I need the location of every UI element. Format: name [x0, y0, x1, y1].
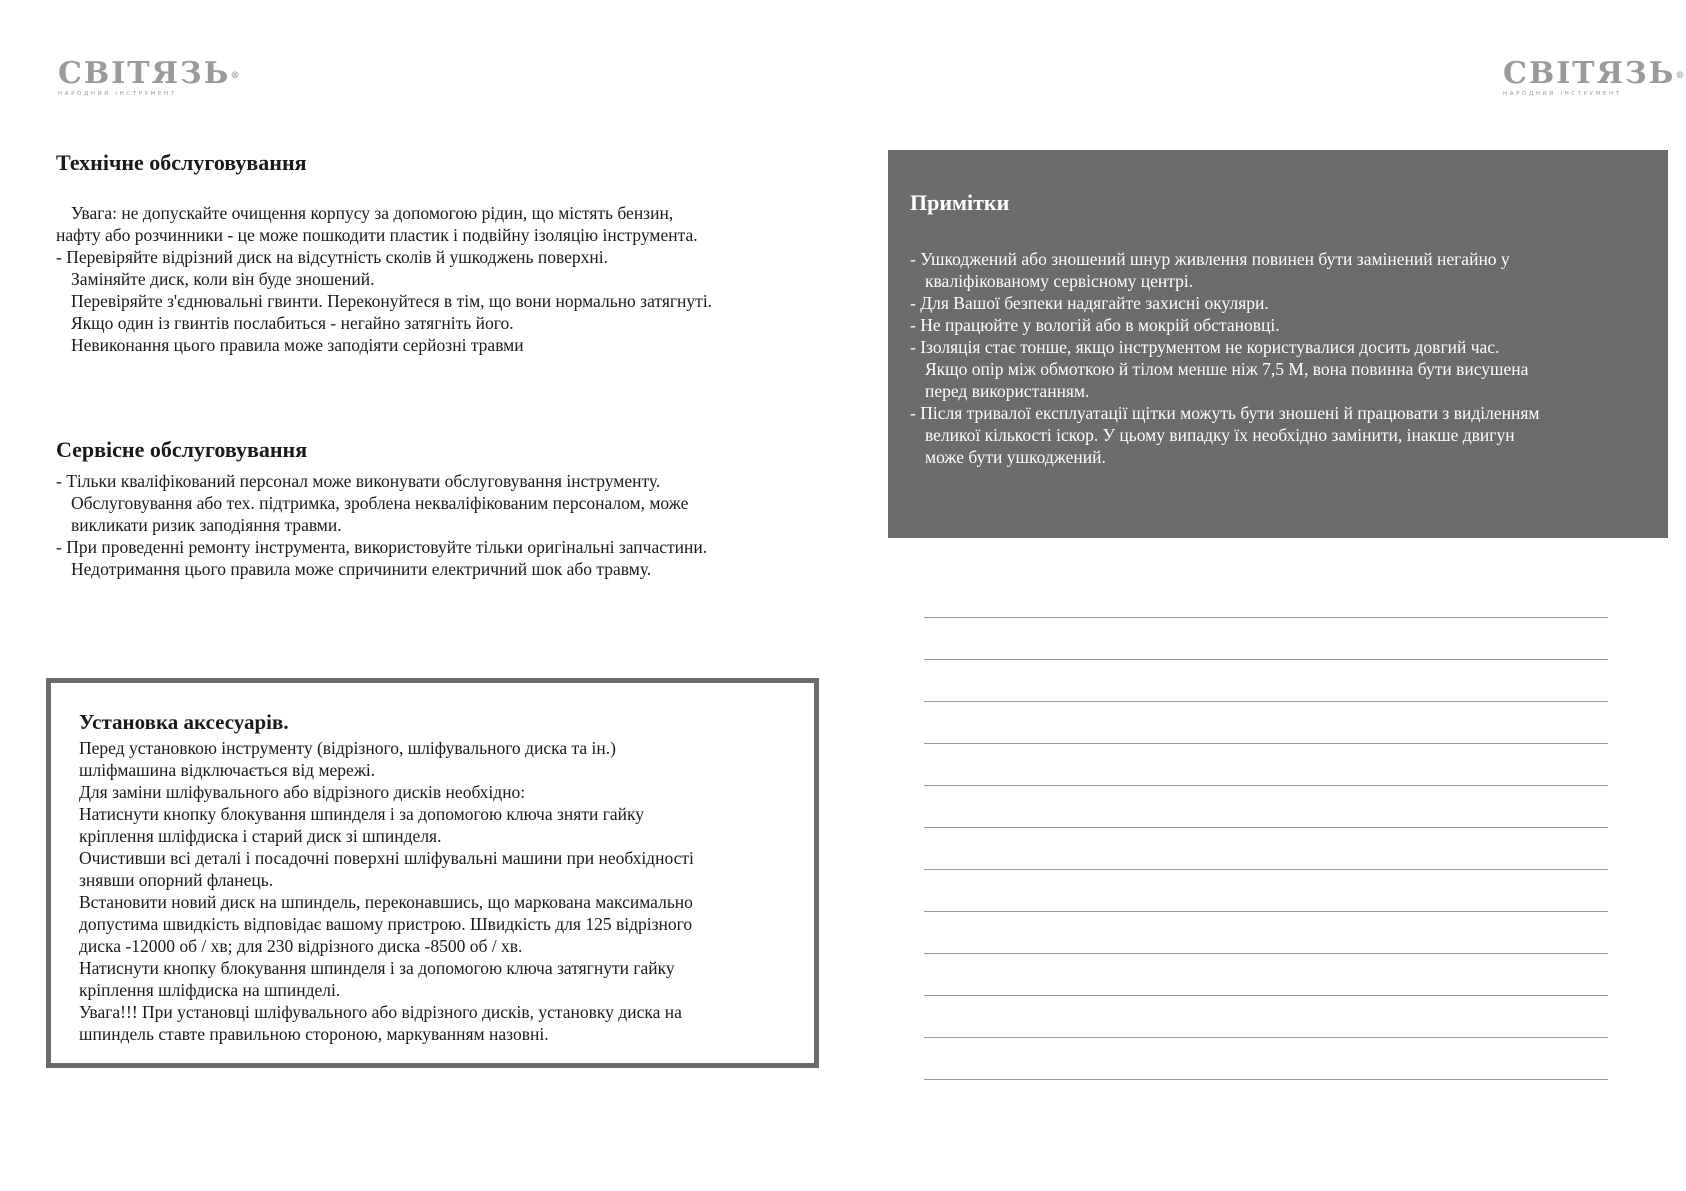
text-line: кріплення шліфдиска і старий диск зі шпинделя.	[79, 826, 442, 846]
logo-text: СВІТЯЗЬ®	[1503, 56, 1686, 91]
text-line: Перевіряйте з'єднювальні гвинти. Переконуйтеся в тім, що вони нормально затягнуті.	[71, 291, 713, 311]
text-line: Перед установкою інструменту (відрізного, шліфувального диска та ін.)	[79, 738, 616, 758]
text-line: Увага: не допускайте очищення корпусу за допомогою рідин, що містять бензин,	[71, 203, 674, 223]
list-item: - Ушкоджений або зношений шнур живлення повинен бути замінений негайно у	[910, 249, 1510, 269]
note-line	[924, 617, 1608, 618]
text-line: допустима швидкість відповідає вашому пристрою. Швидкість для 125 відрізного	[79, 914, 693, 934]
note-line	[924, 701, 1608, 702]
note-line	[924, 827, 1608, 828]
note-line	[924, 869, 1608, 870]
list-item: - Тільки кваліфікований персонал може виконувати обслуговування інструменту.	[56, 471, 661, 491]
list-item: - Ізоляція стає тонше, якщо інструментом не користувалися досить довгий час.	[910, 337, 1500, 357]
text-line: кріплення шліфдиска на шпинделі.	[79, 980, 341, 1000]
text-line: Невиконання цього правила може заподіяти серйозні травми	[71, 335, 524, 355]
note-line	[924, 743, 1608, 744]
accessories-text	[79, 737, 694, 1045]
text-line: Встановити новий диск на шпиндель, переконавшись, що маркована максимально	[79, 892, 693, 912]
notes-panel	[888, 150, 1668, 538]
text-line: нафту або розчинники - це може пошкодити пластик і подвійну ізоляцію інструмента.	[56, 225, 698, 245]
text-line: Заміняйте диск, коли він буде зношений.	[71, 269, 375, 289]
list-item: - При проведенні ремонту інструмента, використовуйте тільки оригінальні запчастини.	[56, 537, 708, 557]
note-line	[924, 911, 1608, 912]
text-line: Якщо опір між обмоткою й тілом менше ніж 7,5 М, вона повинна бути висушена	[925, 359, 1529, 379]
list-item: - Не працюйте у вологій або в мокрій обстановці.	[910, 315, 1280, 335]
text-line: Натиснути кнопку блокування шпинделя і за допомогою ключа затягнути гайку	[79, 958, 675, 978]
text-line: Обслуговування або тех. підтримка, зроблена некваліфікованим персоналом, може	[71, 493, 689, 513]
note-line	[924, 659, 1608, 660]
notes-heading: Примітки	[910, 190, 1010, 215]
brand-logo-left	[58, 56, 242, 100]
note-line	[924, 1037, 1608, 1038]
text-line: може бути ушкоджений.	[925, 447, 1106, 467]
logo-tagline: НАРОДНИЙ ІНСТРУМЕНТ	[58, 91, 177, 97]
brand-logo-right	[1503, 56, 1686, 100]
logo-text: СВІТЯЗЬ®	[58, 56, 242, 91]
list-item: - Після тривалої експлуатації щітки можуть бути зношені й працювати з виділенням	[910, 403, 1540, 423]
note-line	[924, 995, 1608, 996]
text-line: викликати ризик заподіяння травми.	[71, 515, 342, 535]
note-line	[924, 1079, 1608, 1080]
text-line: знявши опорний фланець.	[79, 870, 274, 890]
list-item: - Для Вашої безпеки надягайте захисні окуляри.	[910, 293, 1269, 313]
maintenance-heading: Технічне обслуговування	[56, 150, 307, 175]
accessories-box	[46, 678, 819, 1068]
maintenance-text	[56, 202, 712, 356]
text-line: Якщо один із гвинтів послабиться - негайно затягніть його.	[71, 313, 514, 333]
service-text	[56, 470, 707, 580]
list-item: - Перевіряйте відрізний диск на відсутність сколів й ушкоджень поверхні.	[56, 247, 608, 267]
logo-tagline: НАРОДНИЙ ІНСТРУМЕНТ	[1503, 91, 1622, 97]
note-line	[924, 953, 1608, 954]
text-line: диска -12000 об / хв; для 230 відрізного диска -8500 об / хв.	[79, 936, 523, 956]
text-line: шпиндель ставте правильною стороною, маркуванням назовні.	[79, 1024, 549, 1044]
text-line: шліфмашина відключається від мережі.	[79, 760, 376, 780]
text-line: Недотримання цього правила може спричинити електричний шок або травму.	[71, 559, 652, 579]
text-line: Увага!!! При установці шліфувального або відрізного дисків, установку диска на	[79, 1002, 682, 1022]
text-line: Очистивши всі деталі і посадочні поверхні шліфувальні машини при необхідності	[79, 848, 694, 868]
text-line: Для заміни шліфувального або відрізного дисків необхідно:	[79, 782, 526, 802]
note-lines	[924, 617, 1608, 1079]
notes-text	[910, 248, 1539, 468]
text-line: Натиснути кнопку блокування шпинделя і за допомогою ключа зняти гайку	[79, 804, 645, 824]
text-line: перед використанням.	[925, 381, 1090, 401]
accessories-heading: Установка аксесуарів.	[79, 710, 289, 734]
text-line: великої кількості іскор. У цьому випадку їх необхідно замінити, інакше двигун	[925, 425, 1515, 445]
text-line: кваліфікованому сервісному центрі.	[925, 271, 1194, 291]
service-heading: Сервісне обслуговування	[56, 437, 308, 462]
note-line	[924, 785, 1608, 786]
